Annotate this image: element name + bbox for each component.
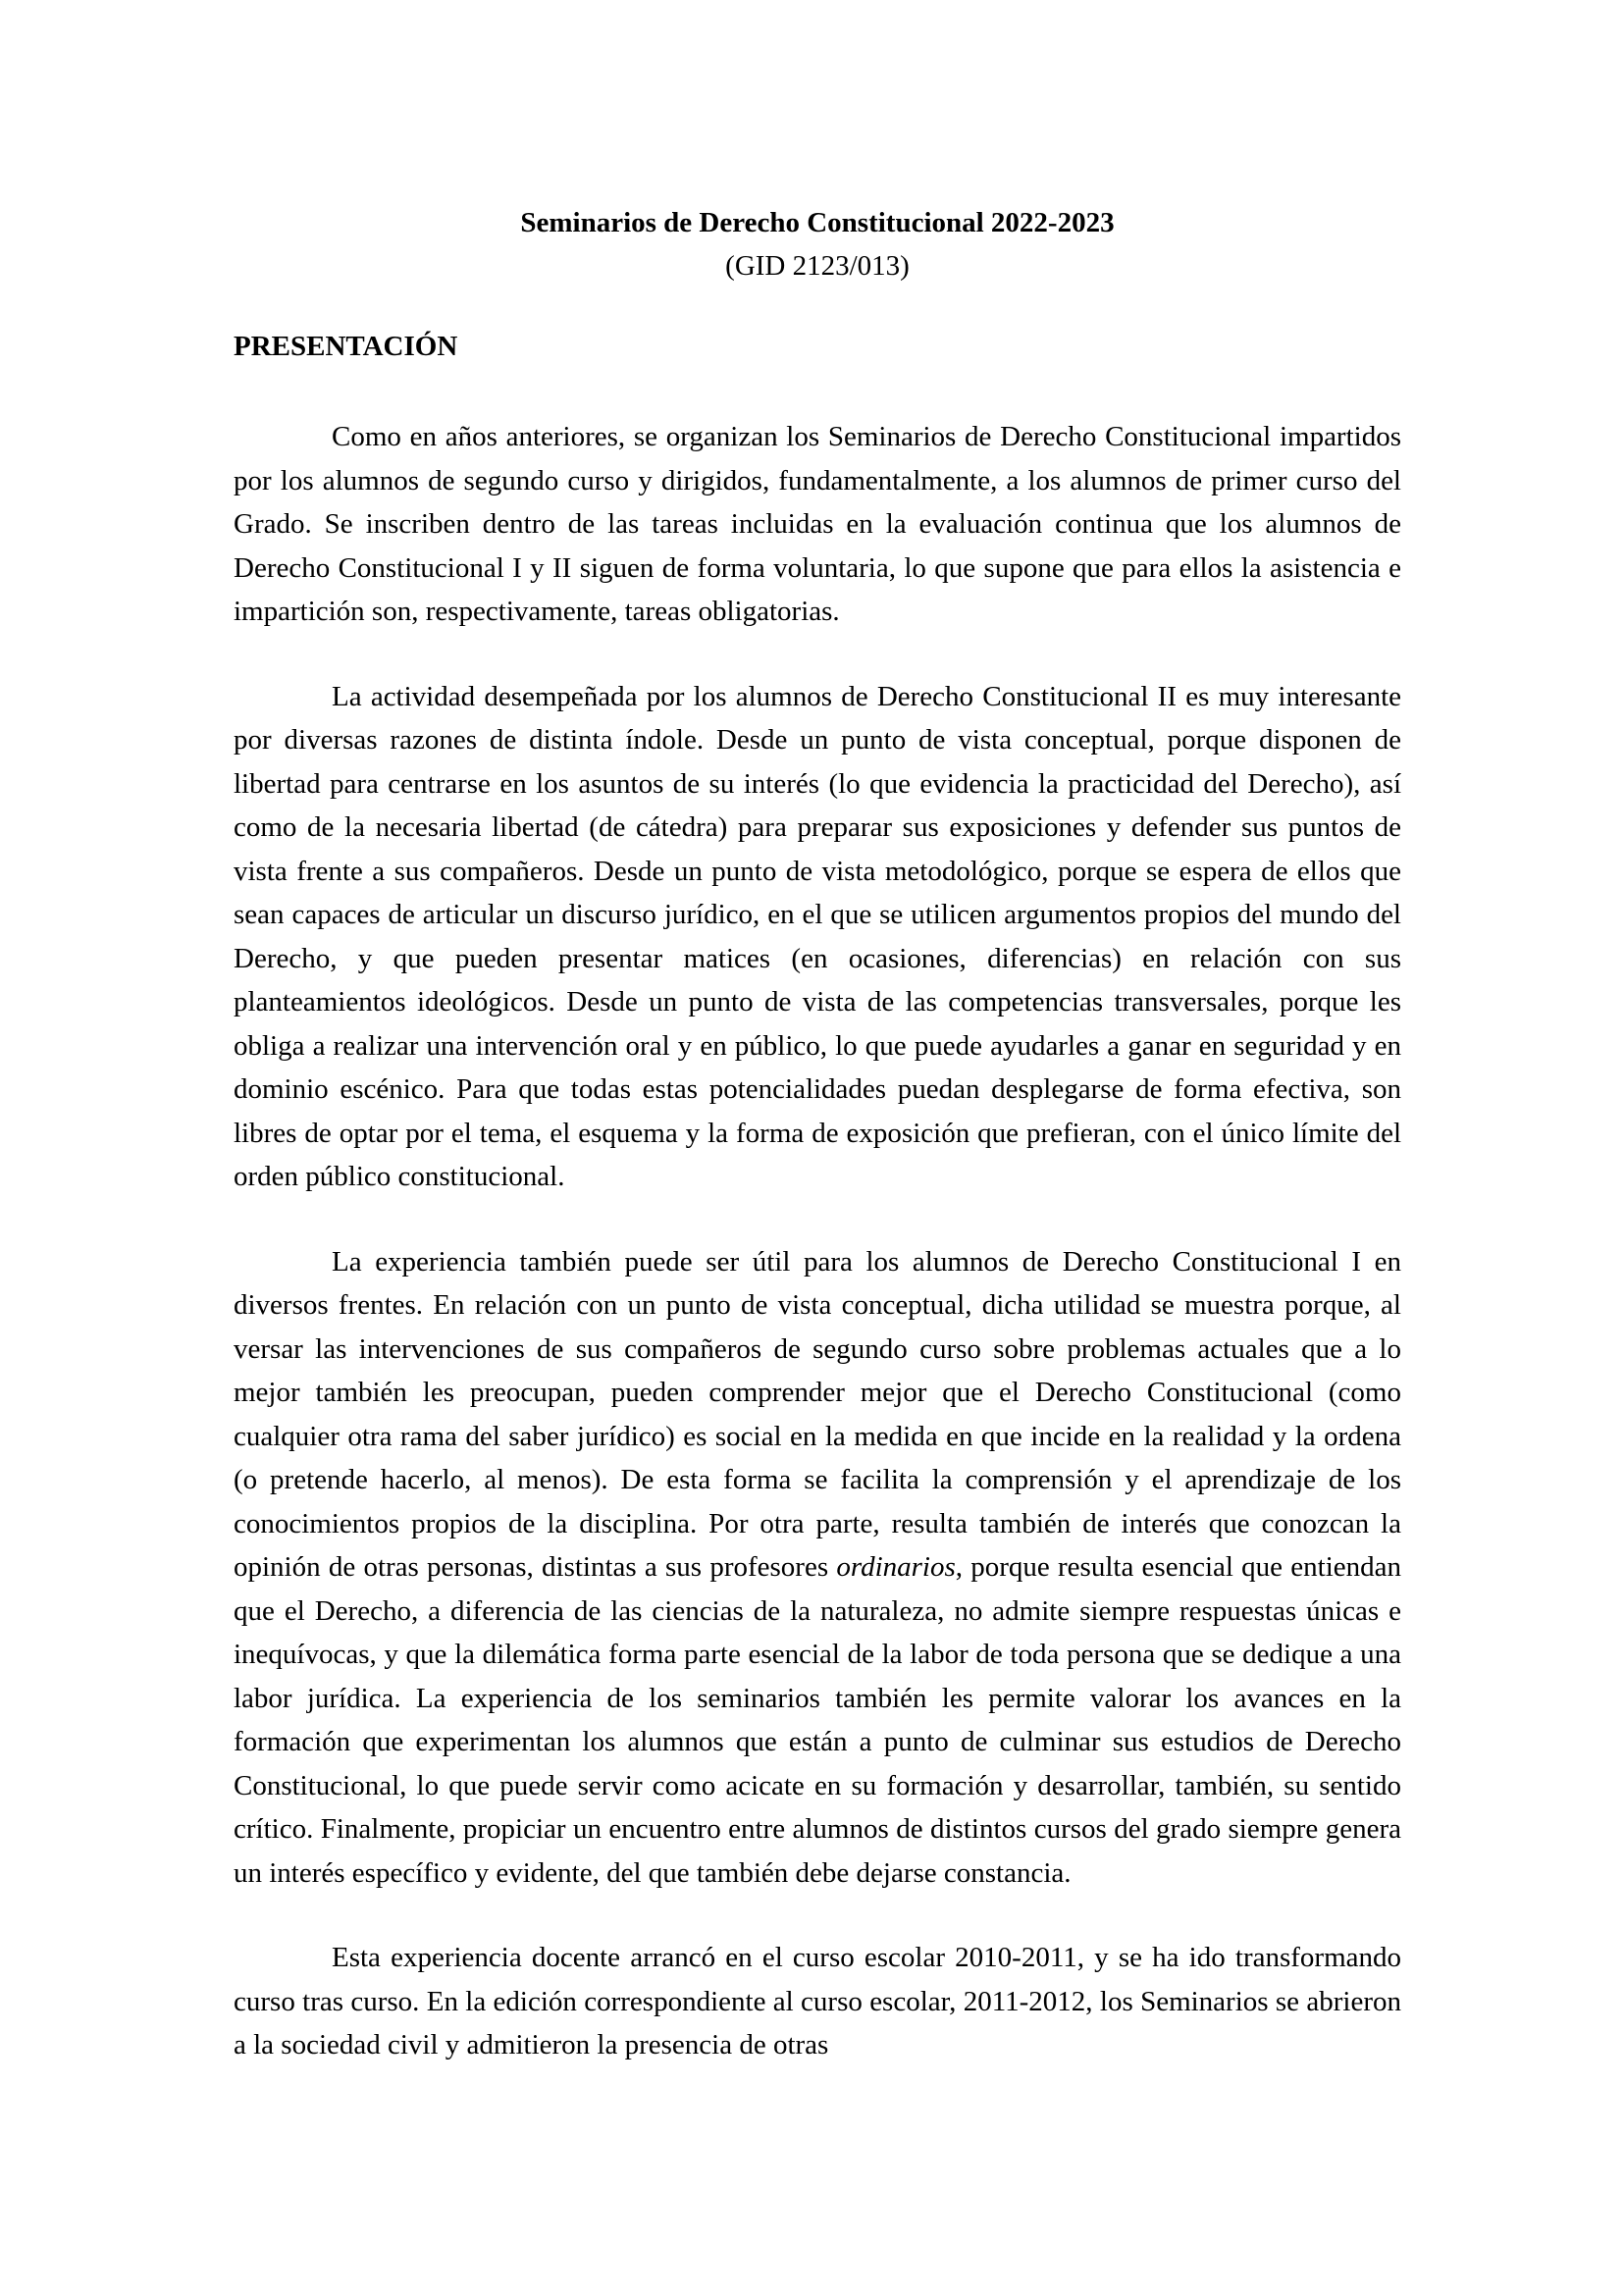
paragraph-3 — [234, 1240, 1401, 1896]
paragraph-2: La actividad desempeñada por los alumnos de Derecho Constitucional II es muy interesante por diversas razones de distinta índole. Desde un punto de vista conceptual, porque disponen de libertad para centrarse en los asuntos de su interés (lo que evidencia la practicidad del Derecho), así como de la necesaria libertad (de cátedra) para preparar sus exposiciones y defender sus puntos de vista frente a sus compañeros. Desde un punto de vista metodológico, porque se espera de ellos que sean capaces de articular un discurso jurídico, en el que se utilicen argumentos propios del mundo del Derecho, y que pueden presentar matices (en ocasiones, diferencias) en relación con sus planteamientos ideológicos. Desde un punto de vista de las competencias transversales, porque les obliga a realizar una intervención oral y en público, lo que puede ayudarles a ganar en seguridad y en dominio escénico. Para que todas estas potencialidades puedan desplegarse de forma efectiva, son libres de optar por el tema, el esquema y la forma de exposición que prefieran, con el único límite del orden público constitucional. — [234, 680, 1401, 1192]
title-block — [234, 201, 1401, 287]
paragraph-3-italic-term: ordinarios — [836, 1551, 956, 1583]
document-title: Seminarios de Derecho Constitucional 2022-2023 — [520, 207, 1115, 238]
document-subtitle: (GID 2123/013) — [725, 250, 910, 282]
paragraph-3-part-1: La experiencia también puede ser útil para los alumnos de Derecho Constitucional I en diversos frentes. En relación con un punto de vista conceptual, dicha utilidad se muestra porque, al versar las intervenciones de sus compañeros de segundo curso sobre problemas actuales que a lo mejor también les preocupan, pueden comprender mejor que el Derecho Constitucional (como cualquier otra rama del saber jurídico) es social en la medida en que incide en la realidad y la ordena (o pretende hacerlo, al menos). De esta forma se facilita la comprensión y el aprendizaje de los conocimientos propios de la disciplina. Por otra parte, resulta también de interés que conozcan la opinión de otras personas, distintas a sus profesores — [234, 1245, 1401, 1583]
paragraph-3-part-2: , porque resulta esencial que entiendan que el Derecho, a diferencia de las ciencias de la naturaleza, no admite siempre respuestas únicas e inequívocas, y que la dilemática forma parte esencial de la labor de toda persona que se dedique a una labor jurídica. La experiencia de los seminarios también les permite valorar los avances en la formación que experimentan los alumnos que están a punto de culminar sus estudios de Derecho Constitucional, lo que puede servir como acicate en su formación y desarrollar, también, su sentido crítico. Finalmente, propiciar un encuentro entre alumnos de distintos cursos del grado siempre genera un interés específico y evidente, del que también debe dejarse constancia. — [234, 1551, 1401, 1889]
section-heading: PRESENTACIÓN — [234, 331, 458, 362]
paragraph-1: Como en años anteriores, se organizan los Seminarios de Derecho Constitucional impartidos por los alumnos de segundo curso y dirigidos, fundamentalmente, a los alumnos de primer curso del Grado. Se inscriben dentro de las tareas incluidas en la evaluación continua que los alumnos de Derecho Constitucional I y II siguen de forma voluntaria, lo que supone que para ellos la asistencia e impartición son, respectivamente, tareas obligatorias. — [234, 421, 1401, 627]
paragraph-4: Esta experiencia docente arrancó en el curso escolar 2010-2011, y se ha ido transformando curso tras curso. En la edición correspondiente al curso escolar, 2011-2012, los Seminarios se abrieron a la sociedad civil y admitieron la presencia de otras — [234, 1942, 1401, 2060]
document-content — [234, 201, 1401, 2067]
